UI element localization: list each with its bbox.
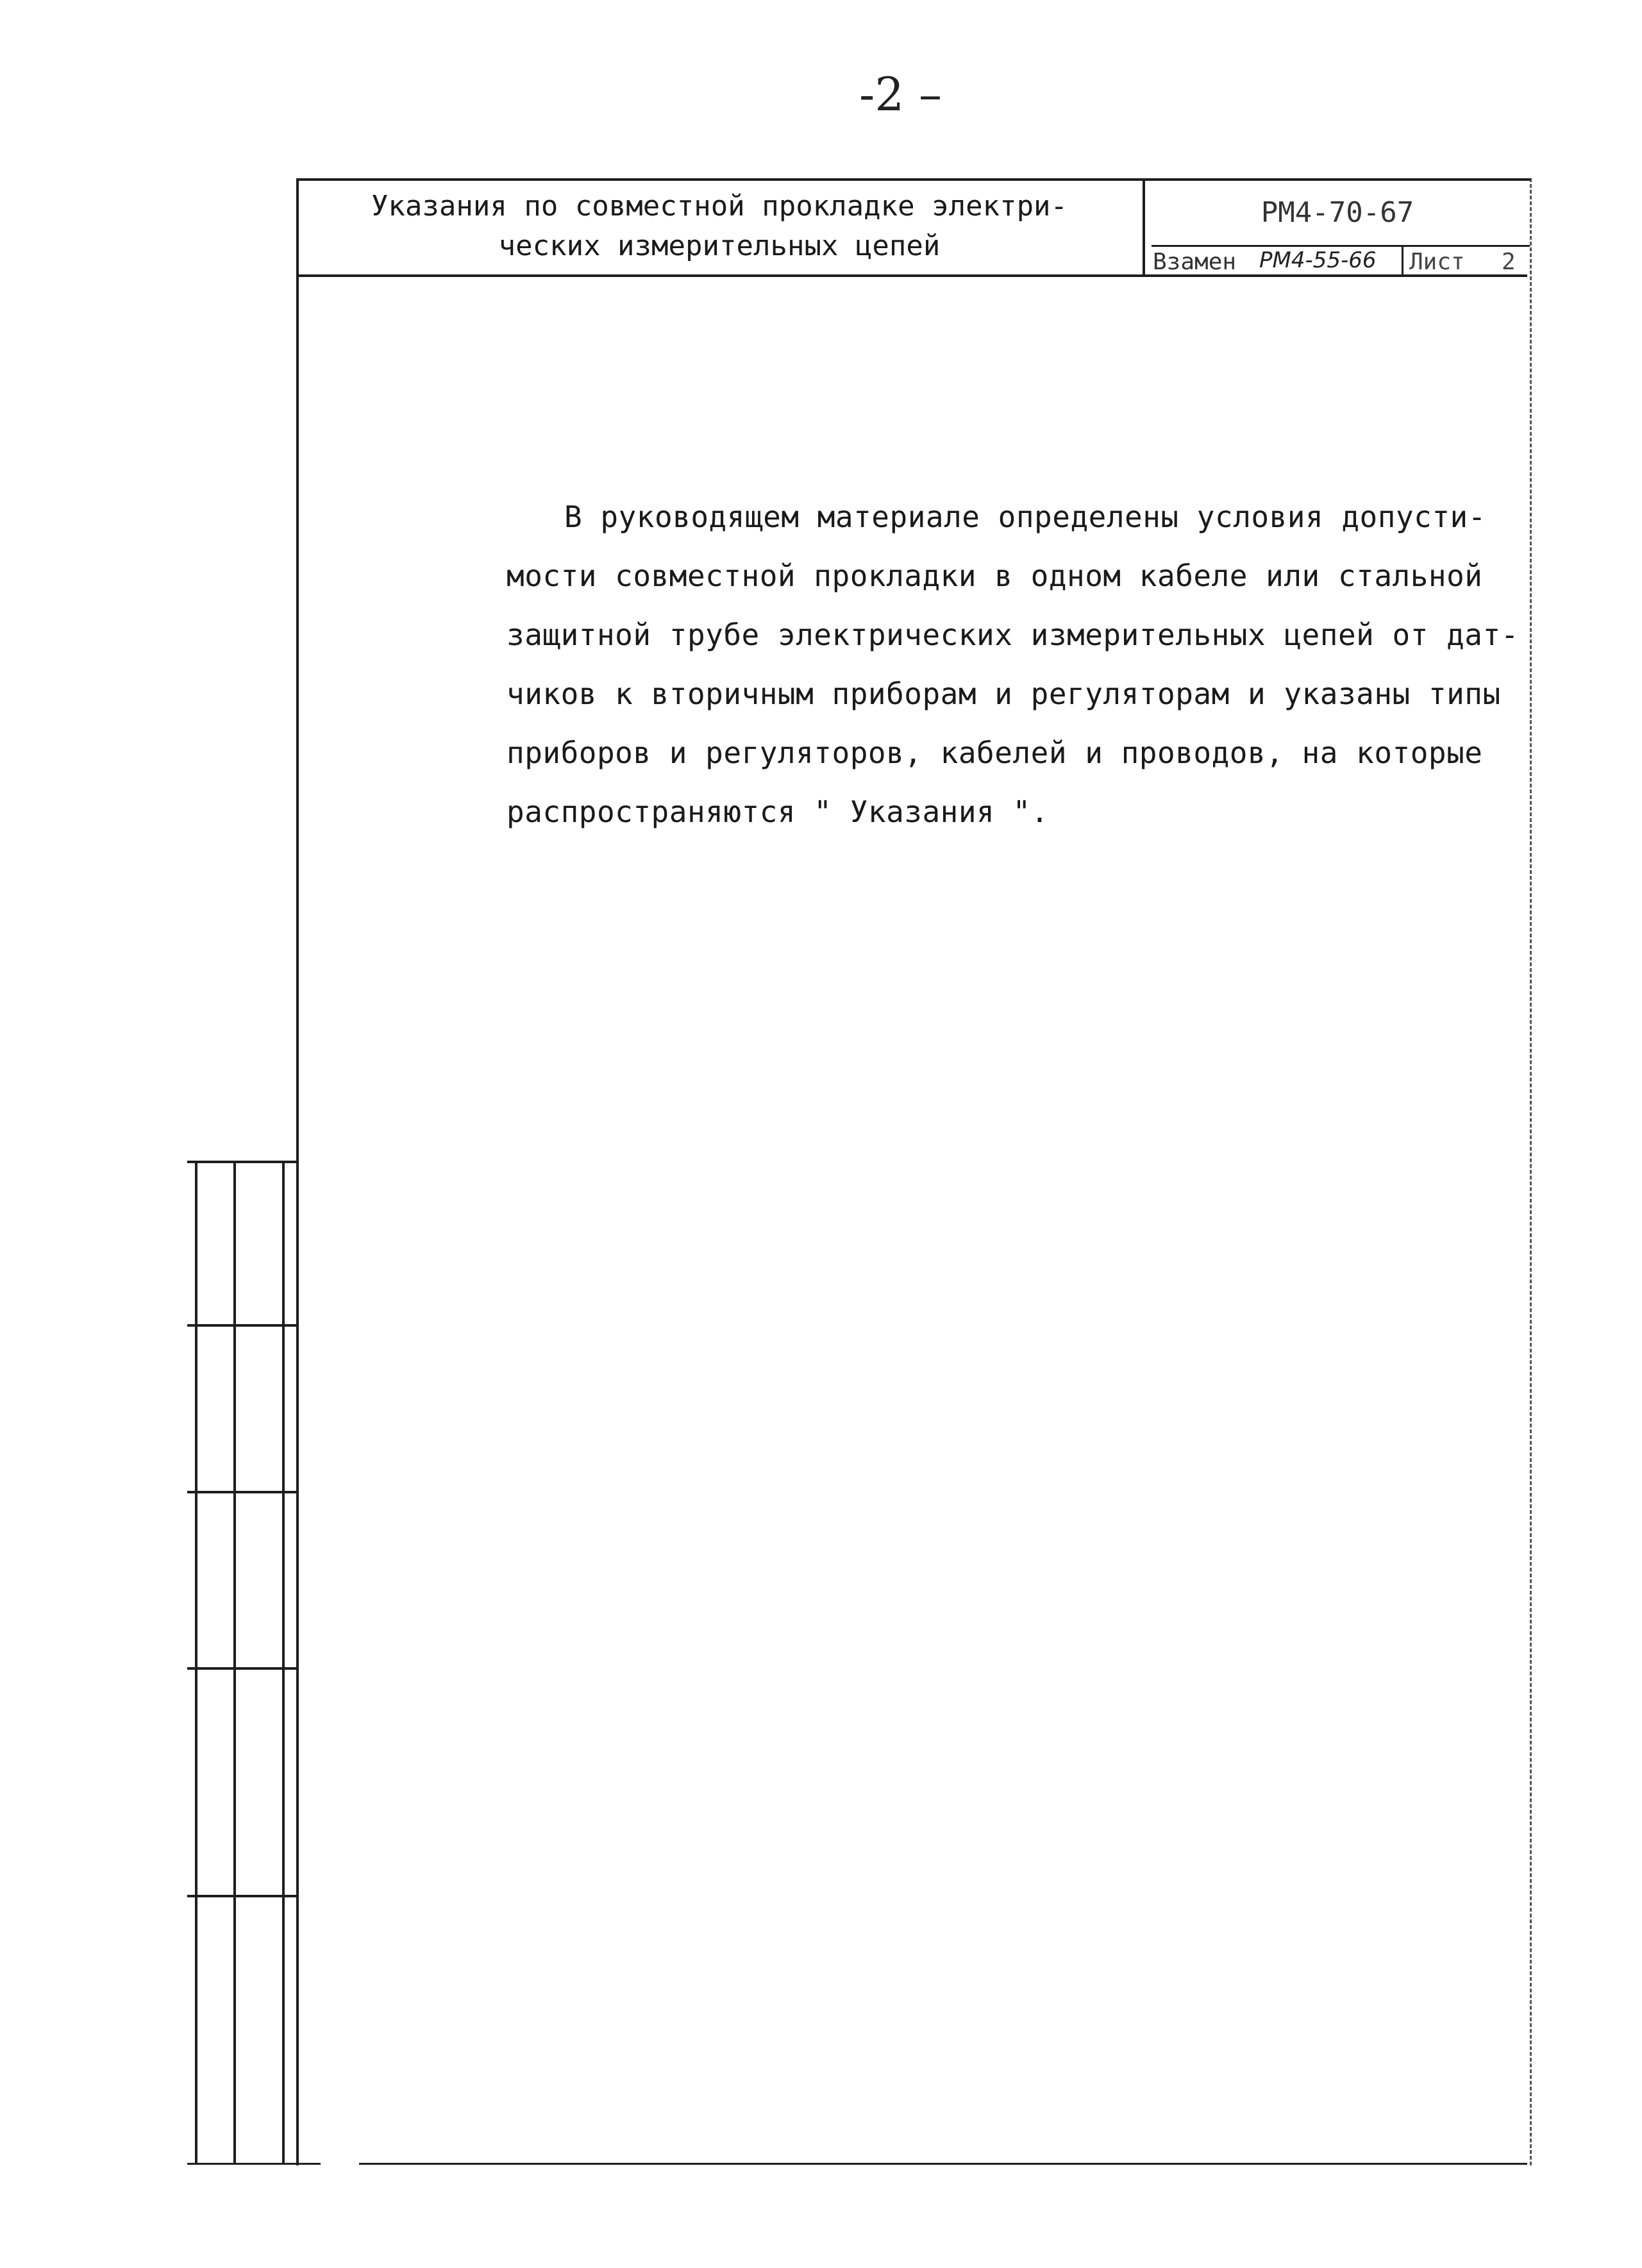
body-line: В руководящем материале определены условия допусти- [564, 500, 1486, 534]
page-frame [296, 178, 1532, 2165]
stamp-row-line [187, 1895, 296, 1897]
replaces-label: Взамен [1153, 249, 1237, 275]
document-title-line-2: ческих измерительных цепей [498, 230, 941, 262]
bottom-border [187, 2163, 1527, 2165]
document-title-line-1: Указания по совместной прокладке электри- [371, 190, 1068, 223]
stamp-row-line [187, 1491, 296, 1493]
replaces-reference: РМ4-55-66 [1259, 248, 1377, 273]
side-stamp-grid [187, 1161, 296, 2164]
body-paragraph [507, 487, 1519, 841]
code-divider [1152, 245, 1530, 247]
sheet-divider [1402, 246, 1403, 274]
body-line: защитной трубе электрических измерительных цепей от дат- [507, 617, 1519, 652]
document-title [296, 178, 1143, 274]
stamp-column-line [233, 1161, 236, 2164]
document-code-block [1143, 178, 1530, 274]
stamp-column-line [195, 1161, 197, 2164]
body-line: мости совместной прокладки в одном кабеле или стальной [507, 559, 1483, 593]
sheet-label: Лист [1409, 249, 1465, 275]
body-line: приборов и регуляторов, кабелей и проводов, на которые [507, 735, 1483, 770]
stamp-row-line [187, 1324, 296, 1327]
page-number: -2 – [859, 67, 942, 121]
bottom-border-gap [321, 2160, 359, 2166]
body-line: чиков к вторичным приборам и регуляторам и указаны типы [507, 676, 1501, 711]
title-block [296, 178, 1527, 277]
stamp-column-line [282, 1161, 285, 2164]
body-line: распространяются " Указания ". [507, 794, 1049, 829]
sheet-number: 2 [1502, 249, 1516, 275]
document-code: РМ4-70-67 [1261, 196, 1414, 229]
stamp-row-line [187, 1667, 296, 1670]
stamp-row-line [187, 1161, 296, 1163]
